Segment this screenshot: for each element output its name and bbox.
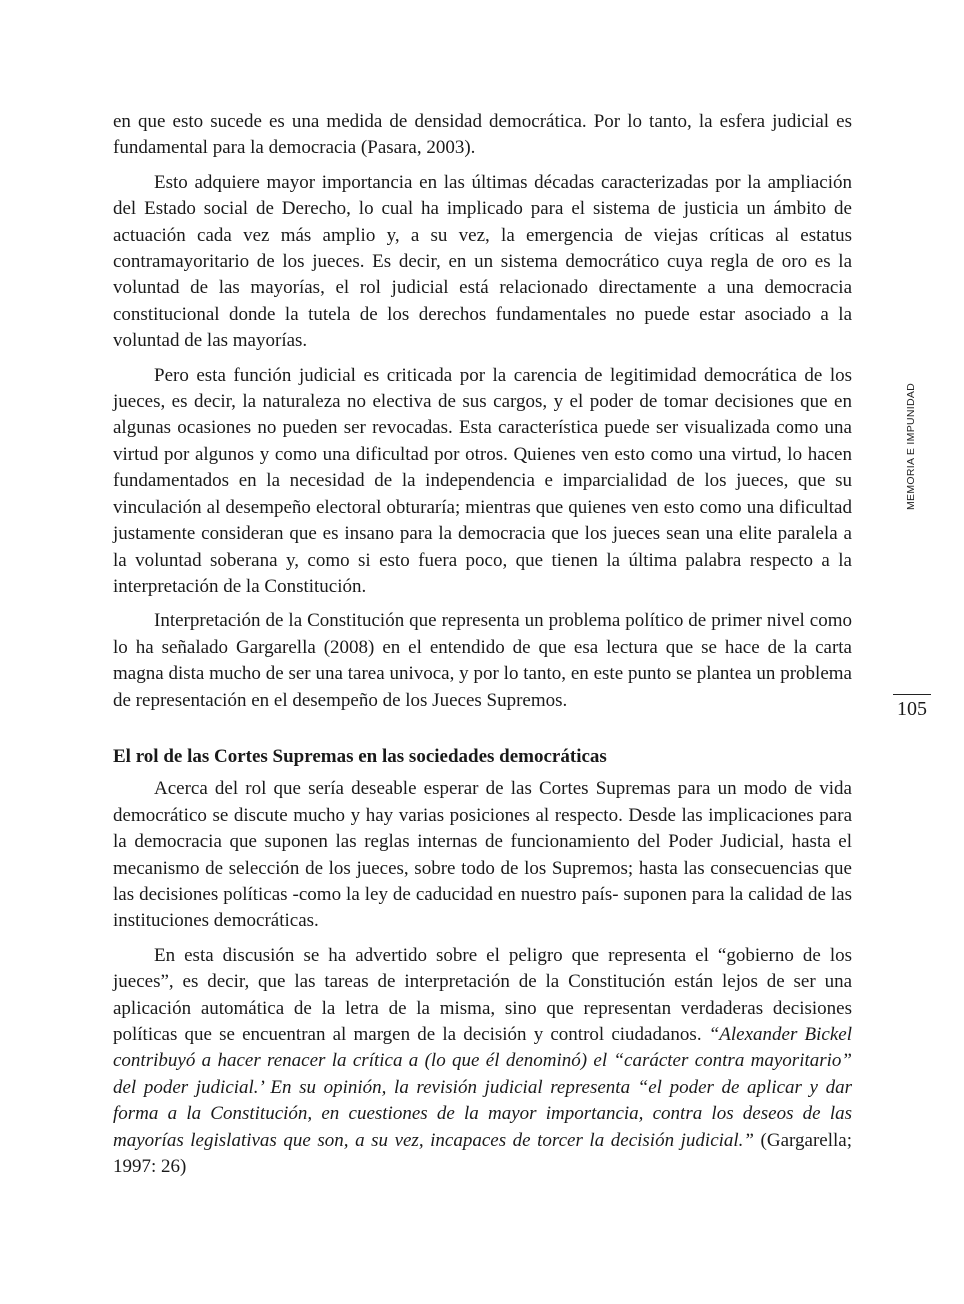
paragraph-with-quote	[113, 943, 852, 1181]
citation: (Gargarella; 1997: 26)	[113, 1129, 852, 1178]
section-heading: El rol de las Cortes Supremas en las sociedades democráticas	[113, 745, 607, 767]
page-number: 105	[897, 698, 927, 720]
side-label-text: MEMORIA E IMPUNIDAD	[905, 382, 917, 510]
body-text	[113, 109, 852, 1188]
paragraph: Interpretación de la Constitución que representa un problema político de primer nivel como lo ha señalado Gargarella (2008) en el entendido de que esa lectura que se hace de la carta magna dista mucho de ser una tarea univoca, y por lo tanto, en este punto se plantea un problema de representación en el desempeño de los Jueces Supremos.	[113, 610, 852, 711]
running-header-vertical	[901, 368, 921, 510]
italic-quote: “Alexander Bickel contribuyó a hacer renacer la crítica a (lo que él denominó) el “carácter contra mayoritario” del poder judicial.’ En su opinión, la revisión judicial representa “el poder de aplicar y dar forma a la Constitución, en cuestiones de la mayor importancia, contra los deseos de las mayorías legislativas que son, a su vez, incapaces de torcer la decisión judicial.”	[113, 1024, 853, 1151]
paragraph: Pero esta función judicial es criticada por la carencia de legitimidad democrática de los jueces, es decir, la naturaleza no electiva de sus cargos, y el poder de tomar decisiones que en algunas ocasiones no pueden ser revocadas. Esta característica puede ser visualizada como una virtud por algunos y como una dificultad por otros. Quienes ven esto como una virtud, lo hacen fundamentados en la necesidad de la independencia e imparcialidad de los jueces, que su vinculación al desempeño electoral obturaría; mientras que quienes ven esto como una dificultad justamente consideran que es insano para la democracia que los jueces sean una elite paralela a la voluntad soberana y, como si esto fuera poco, que tienen la última palabra respecto a la interpretación de la Constitución.	[113, 364, 852, 597]
page-number-rule	[893, 694, 931, 695]
paragraph-text: En esta discusión se ha advertido sobre el peligro que representa el “gobierno de los jueces”, es decir, que las tareas de interpretación de la Constitución están lejos de ser una aplicación automática de la letra de la misma, sino que representan verdaderas decisiones políticas que se encuentran al margen de la decisión y control ciudadanos.	[113, 944, 852, 1045]
paragraph: Esto adquiere mayor importancia en las últimas décadas caracterizadas por la ampliación del Estado social de Derecho, lo cual ha implicado para el sistema de justicia un ámbito de actuación cada vez más amplio y, a su vez, la emergencia de viejas críticas al estatus contramayoritario de los jueces. Es decir, en un sistema democrático cuya regla de oro es la voluntad de las mayorías, el rol judicial está relacionado directamente a una democracia constitucional donde la tutela de los derechos fundamentales no puede estar asociado a la voluntad de las mayorías.	[113, 171, 852, 352]
paragraph-continuation: en que esto sucede es una medida de densidad democrática. Por lo tanto, la esfera judicial es fundamental para la democracia (Pasara, 2003).	[113, 111, 852, 159]
paragraph: Acerca del rol que sería deseable esperar de las Cortes Supremas para un modo de vida democrático se discute mucho y hay varias posiciones al respecto. Desde las implicaciones para la democracia que suponen las reglas internas de funcionamiento del Poder Judicial, hasta el mecanismo de selección de los jueces, sobre todo de los Supremos; hasta las consecuencias que las decisiones políticas -como la ley de caducidad en nuestro país- suponen para la calidad de las instituciones democráticas.	[113, 778, 852, 932]
